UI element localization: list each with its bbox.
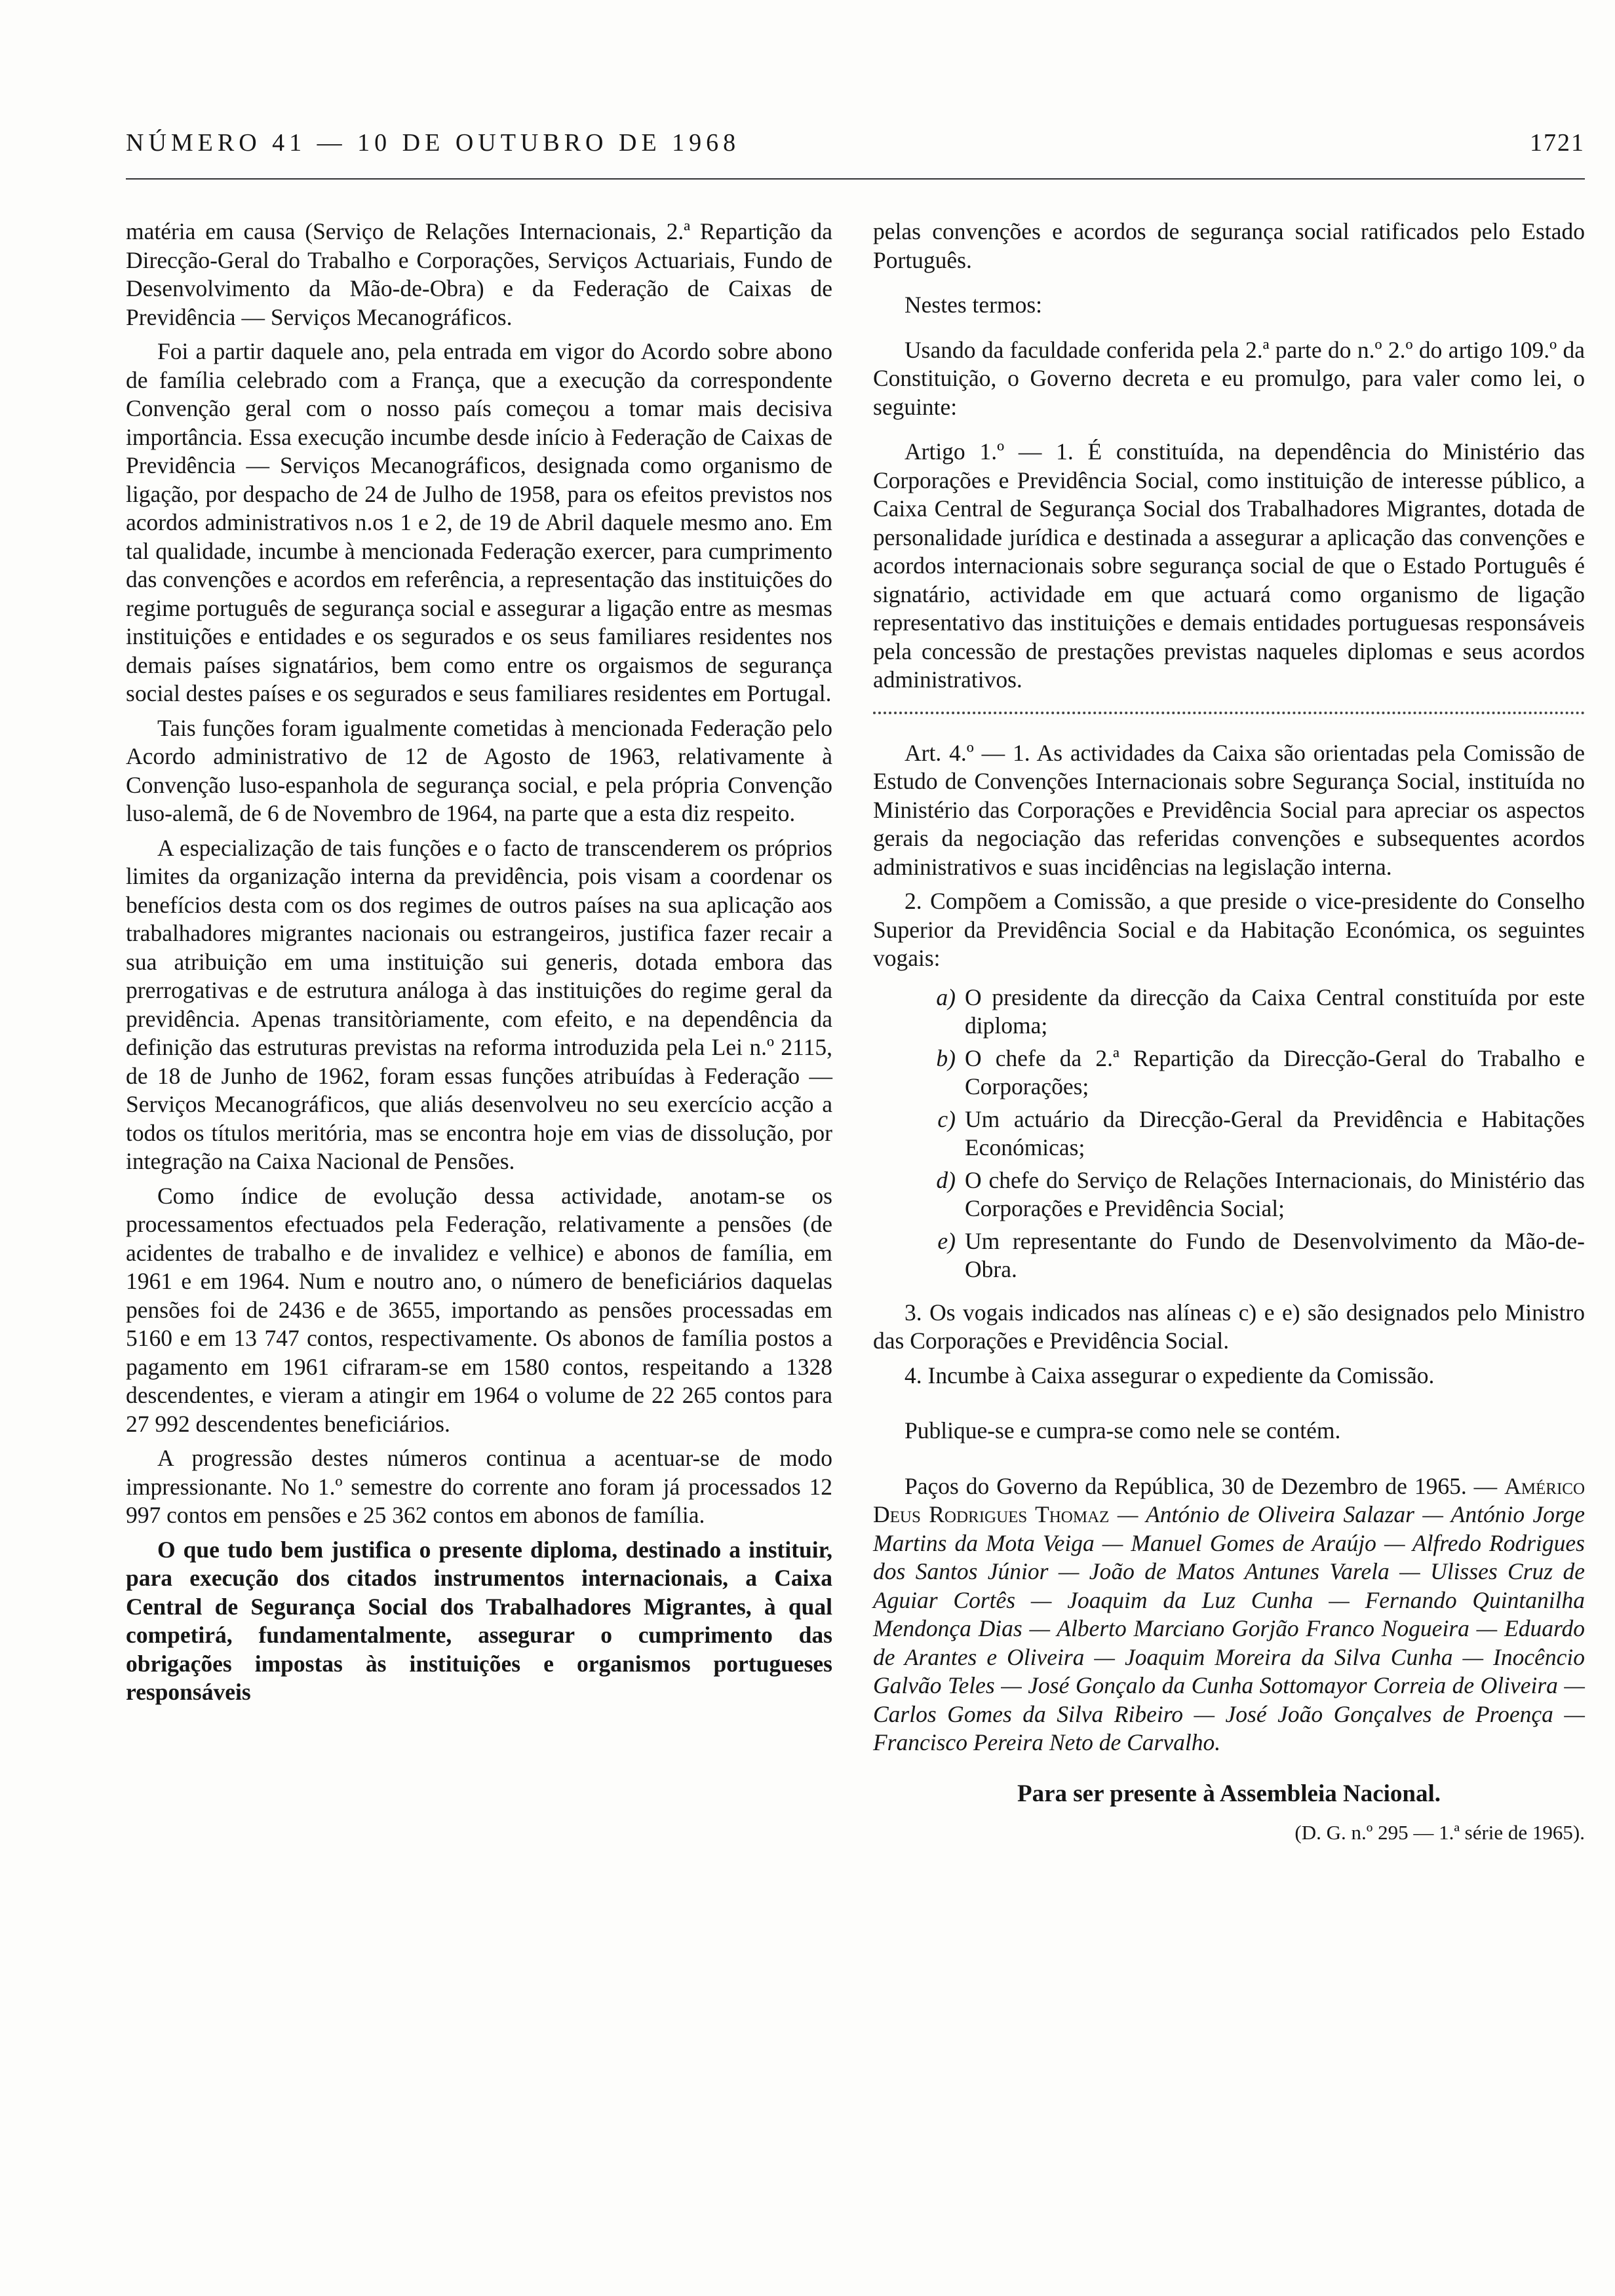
list-item: [873, 1166, 1585, 1223]
paragraph: matéria em causa (Serviço de Relações Internacionais, 2.ª Repartição da Direcção-Geral do Trabalho e Corporações, Serviços Actuariais, Fundo de Desenvolvimento da Mão-de-Obra) e da Federação de Caixas de Previdência — Serviços Mecanográficos.: [126, 218, 832, 330]
list-item: [873, 1044, 1585, 1101]
item-text: Um actuário da Direcção-Geral da Previdência e Habitações Económicas;: [965, 1105, 1585, 1160]
paragraph: O que tudo bem justifica o presente diploma, destinado a instituir, para execução dos citados instrumentos internacionais, a Caixa Central de Segurança Social dos Trabalhadores Migrantes, à qual competirá, fundamentalmente, assegurar o cumprimento das obrigações impostas às instituições e organismos portugueses responsáveis: [126, 1536, 832, 1705]
paragraph: Como índice de evolução dessa actividade, anotam-se os processamentos efectuados pela Federação, relativamente a pensões (de acidentes de trabalho e de invalidez e velhice) e abonos de família, em 1961 e em 1964. Num e noutro ano, o número de beneficiários daquelas pensões foi de 2436 e de 3655, importando as pensões processadas em 5160 e em 13 747 contos, respectivamente. Os abonos de família postos a pagamento em 1961 cifraram-se em 1580 contos, respeitando a 1328 descendentes, e vieram a atingir em 1964 o volume de 22 265 contos para 27 992 descendentes beneficiários.: [126, 1182, 832, 1437]
item-text: O presidente da direcção da Caixa Central constituída por este diploma;: [965, 984, 1585, 1039]
page-number: 1721: [1530, 129, 1585, 157]
assembleia-note: Para ser presente à Assembleia Nacional.: [1017, 1780, 1441, 1807]
paragraph: Tais funções foram igualmente cometidas à mencionada Federação pelo Acordo administrativo de 12 de Agosto de 1963, relativamente à Convenção luso-espanhola de segurança social, e pela própria Convenção luso-alemã, de 6 de Novembro de 1964, na parte que a esta diz respeito.: [126, 714, 832, 826]
article-4-3: 3. Os vogais indicados nas alíneas c) e e) são designados pelo Ministro das Corporações e Previdência Social.: [873, 1299, 1585, 1354]
enacting-clause: Usando da faculdade conferida pela 2.ª parte do n.º 2.º do artigo 109.º da Constituição, o Governo decreta e eu promulgo, para valer como lei, o seguinte:: [873, 336, 1585, 420]
list-item: [873, 984, 1585, 1041]
paragraph: A progressão destes números continua a acentuar-se de modo impressionante. No 1.º semestre do corrente ano foram já processados 12 997 contos em pensões e 25 362 contos em abonos de família.: [126, 1445, 832, 1528]
item-text: O chefe da 2.ª Repartição da Direcção-Geral do Trabalho e Corporações;: [965, 1044, 1585, 1100]
paragraph: pelas convenções e acordos de segurança social ratificados pelo Estado Português.: [873, 218, 1585, 273]
article-4-4: 4. Incumbe à Caixa assegurar o expediente da Comissão.: [905, 1362, 1435, 1388]
item-label: e): [937, 1227, 956, 1254]
publication-source: (D. G. n.º 295 — 1.ª série de 1965).: [1294, 1821, 1585, 1844]
item-text: Um representante do Fundo de Desenvolvimento da Mão-de-Obra.: [965, 1227, 1585, 1282]
vogais-list: [873, 984, 1585, 1284]
paragraph: A especialização de tais funções e o facto de transcenderem os próprios limites da organização interna da previdência, pois visam a coordenar os benefícios desta com os dos regimes de outros países na sua aplicação aos trabalhadores migrantes nacionais ou estrangeiros, justifica fazer recair a sua atribuição em uma instituição sui generis, dotada embora das prerrogativas e de estrutura análoga à das instituições do regime geral da previdência. Apenas transitòriamente, com efeito, e na dependência da definição das estruturas previstas na reforma introduzida pela Lei n.º 2115, de 18 de Junho de 1962, foram essas funções atribuídas à Federação — Serviços Mecanográficos, que aliás desenvolveu no seu exercício acção a todos os títulos meritória, mas se encontra hoje em vias de dissolução, por integração na Caixa Nacional de Pensões.: [126, 834, 832, 1174]
signature-block: [873, 1472, 1585, 1757]
signatories: — António de Oliveira Salazar — António Jorge Martins da Mota Veiga — Manuel Gomes de Araújo — Alfredo Rodrigues dos Santos Júnior — João de Matos Antunes Varela — Ulisses Cruz de Aguiar Cortês — Joaquim da Luz Cunha — Fernando Quintanilha Mendonça Dias — Alberto Marciano Gorjão Franco Nogueira — Eduardo de Arantes e Oliveira — Joaquim Moreira da Silva Cunha — Inocêncio Galvão Teles — José Gonçalo da Cunha Sottomayor Correia de Oliveira — Carlos Gomes da Silva Ribeiro — José João Gonçalves de Proença — Francisco Pereira Neto de Carvalho.: [873, 1501, 1585, 1755]
article-4-1: Art. 4.º — 1. As actividades da Caixa são orientadas pela Comissão de Estudo de Convenções Internacionais sobre Segurança Social, instituída no Ministério das Corporações e Previdência Social para apreciar os aspectos gerais da negociação das referidas convenções e subsequentes acordos administrativos e suas incidências na legislação interna.: [873, 739, 1585, 880]
president-name: Américo Deus Rodrigues Thomaz: [873, 1472, 1586, 1527]
left-column: [126, 218, 832, 1707]
list-item: [873, 1105, 1585, 1162]
paragraph: Foi a partir daquele ano, pela entrada em vigor do Acordo sobre abono de família celebrado com a França, que a execução da correspondente Convenção geral com o nosso país começou a tomar mais decisiva importância. Essa execução incumbe desde início à Federação de Caixas de Previdência — Serviços Mecanográficos, designada como organismo de ligação, por despacho de 24 de Julho de 1958, para os efeitos previstos nos acordos administrativos n.os 1 e 2, de 19 de Abril daquele mesmo ano. Em tal qualidade, incumbe à mencionada Federação exercer, para cumprimento das convenções e acordos em referência, a representação das instituições do regime português de segurança social e assegurar a ligação entre as mesmas instituições e entidades e os segurados e os seus familiares residentes nos demais países signatários, bem como entre os orgaismos de segurança social destes países e os segurados e seus familiares residentes em Portugal.: [126, 338, 832, 706]
header-rule: [126, 178, 1585, 180]
page-header: [126, 128, 1585, 168]
article-1: Artigo 1.º — 1. É constituída, na dependência do Ministério das Corporações e Previdência Social, como instituição de interesse público, a Caixa Central de Segurança Social dos Trabalhadores Migrantes, dotada de personalidade jurídica e destinada a assegurar a aplicação das convenções e acordos internacionais sobre segurança social de que o Estado Português é signatário, actividade em que actuará como organismo de ligação representativo das instituições e demais entidades portuguesas responsáveis pela concessão de prestações previstas naqueles diplomas e seus acordos administrativos.: [873, 438, 1585, 693]
item-label: a): [936, 984, 956, 1010]
nestes-termos: Nestes termos:: [905, 292, 1043, 318]
list-item: [873, 1227, 1585, 1284]
dotted-separator: [873, 712, 1585, 714]
item-label: b): [936, 1044, 956, 1071]
issue-title: NÚMERO 41 — 10 DE OUTUBRO DE 1968: [126, 129, 741, 157]
item-label: d): [936, 1166, 956, 1193]
item-text: O chefe do Serviço de Relações Internacionais, do Ministério das Corporações e Previdência Social;: [965, 1166, 1585, 1221]
item-label: c): [937, 1105, 956, 1132]
article-4-2: 2. Compõem a Comissão, a que preside o vice-presidente do Conselho Superior da Previdência Social e da Habitação Económica, os seguintes vogais:: [873, 888, 1585, 971]
pacos-intro: Paços do Governo da República, 30 de Dezembro de 1965. —: [905, 1472, 1498, 1499]
publique-clause: Publique-se e cumpra-se como nele se contém.: [905, 1417, 1341, 1444]
right-column: [873, 218, 1585, 1853]
